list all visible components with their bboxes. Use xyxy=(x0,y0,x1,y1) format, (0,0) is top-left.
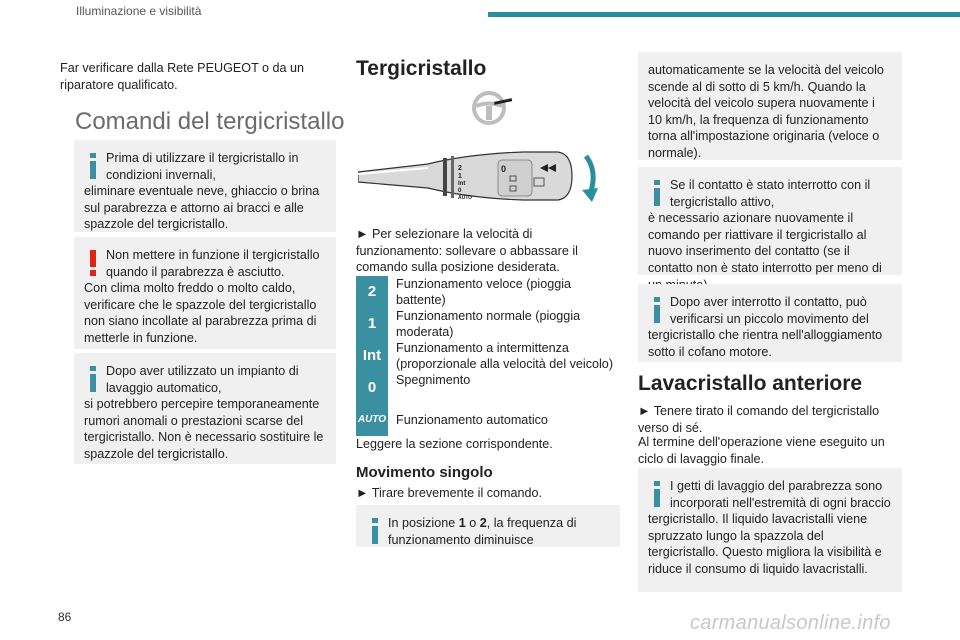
stalk-label-0: 0 xyxy=(458,188,462,194)
mode-int-icon: Int xyxy=(356,340,388,372)
watermark: carmanualsonline.info xyxy=(690,612,891,634)
note-winter-lead: Prima di utilizzare il tergicristallo in condizioni invernali, xyxy=(106,151,299,182)
note-washer-jets-lead: I getti di lavaggio del parabrezza sono incorporati nell'estremità di ogni braccio xyxy=(670,479,891,510)
note-frequency-pos-2: 2 xyxy=(479,516,487,530)
note-frequency-text-1: In posizione xyxy=(388,516,459,530)
steering-wheel-icon xyxy=(470,88,516,128)
warning-dry xyxy=(74,237,336,349)
warning-icon xyxy=(86,249,100,277)
intro-text: Far verificare dalla Rete PEUGEOT o da un riparatore qualificato. xyxy=(60,61,305,92)
single-movement-instruction: ► Tirare brevemente il comando. xyxy=(356,486,543,500)
mode-1-icon: 1 xyxy=(356,308,388,340)
note-contact-interrupted xyxy=(638,167,902,275)
warning-dry-rest: Con clima molto freddo o molto caldo, verificare che le spazzole del tergicristallo non siano incollate al parabrezza prima di metterle in funzione. xyxy=(84,281,317,345)
note-winter-rest: eliminare eventuale neve, ghiaccio o brina sul parabrezza e attorno ai bracci e alle spazzole del tergicristallo. xyxy=(84,184,320,232)
note-frequency xyxy=(356,505,620,547)
heading-single-movement: Movimento singolo xyxy=(356,464,493,481)
note-car-wash-rest: si potrebbero percepire temporaneamente rumori anomali o prestazioni scarse del tergicristallo. Non è necessario sostituire le spazzole del tergicristallo. xyxy=(84,397,324,461)
info-icon xyxy=(650,480,664,508)
note-frequency-continued-text: automaticamente se la velocità del veicolo scende al di sotto di 5 km/h. Quando la velocità del veicolo supera nuovamente i 10 km/h, la frequenza di funzionamento torna all'impostazione originaria (veloce o normale). xyxy=(648,63,884,160)
stalk-label-int: Int xyxy=(458,181,466,187)
section-title: Illuminazione e visibilità xyxy=(76,4,202,18)
info-icon xyxy=(368,517,382,545)
mode-1-label: Funzionamento normale (pioggia moderata) xyxy=(396,309,581,339)
note-frequency-pos-1: 1 xyxy=(458,516,466,530)
read-section-text: Leggere la sezione corrispondente. xyxy=(356,437,553,451)
info-icon xyxy=(86,365,100,393)
note-car-wash-lead: Dopo aver utilizzato un impianto di lavaggio automatico, xyxy=(106,364,299,395)
wiper-stalk-illustration xyxy=(358,142,608,212)
mode-2-icon: 2 xyxy=(356,276,388,308)
heading-wiper: Tergicristallo xyxy=(356,57,487,80)
page-number: 86 xyxy=(58,610,72,624)
mode-0-icon: 0 xyxy=(356,372,388,404)
washer-instruction: ► Tenere tirato il comando del tergicristallo verso di sé. xyxy=(638,404,880,435)
stalk-label-1: 1 xyxy=(458,173,462,180)
note-small-movement xyxy=(638,284,902,362)
note-frequency-text-3: , la frequenza di funzionamento diminuisce xyxy=(388,516,577,547)
info-icon xyxy=(650,296,664,324)
mode-2-label: Funzionamento veloce (pioggia battente) xyxy=(396,277,572,307)
stalk-label-2: 2 xyxy=(458,165,462,172)
note-car-wash xyxy=(74,353,336,464)
mode-int-label: Funzionamento a intermittenza (proporzionale alla velocità del veicolo) xyxy=(396,341,614,371)
note-washer-jets-rest: tergicristallo. Il liquido lavacristalli viene spruzzato lungo la spazzola del tergicristallo. Questo migliora la visibilità e riduce il consumo di liquido lavacristalli. xyxy=(648,512,882,576)
warning-dry-lead: Non mettere in funzione il tergicristallo quando il parabrezza è asciutto. xyxy=(106,248,320,279)
info-icon xyxy=(86,152,100,180)
mode-auto-label: Funzionamento automatico xyxy=(396,413,548,427)
washer-result: Al termine dell'operazione viene eseguito un ciclo di lavaggio finale. xyxy=(638,435,885,466)
svg-text:0: 0 xyxy=(501,164,507,174)
heading-front-washer: Lavacristallo anteriore xyxy=(638,372,863,395)
note-contact-interrupted-rest: è necessario azionare nuovamente il comando per riattivare il tergicristallo al nuovo inserimento del contatto (se il contatto non è stato interrotto per meno di xyxy=(648,211,882,275)
note-small-movement-lead: Dopo aver interrotto il contatto, può verificarsi un piccolo movimento del xyxy=(670,295,869,326)
note-frequency-text-2: o xyxy=(465,516,480,530)
mode-0-label: Spegnimento xyxy=(396,373,471,387)
speed-instruction: ► Per selezionare la velocità di funzionamento: sollevare o abbassare il comando sulla posizione desiderata. xyxy=(356,227,578,275)
note-winter xyxy=(74,140,336,232)
note-frequency-continued xyxy=(638,52,902,160)
mode-auto-icon: AUTO xyxy=(356,404,388,436)
note-contact-interrupted-lead: Se il contatto è stato interrotto con il tergicristallo attivo, xyxy=(670,178,871,209)
info-icon xyxy=(650,179,664,207)
note-small-movement-rest: tergicristallo che rientra nell'alloggiamento sotto il cofano motore. xyxy=(648,328,883,359)
header-rule xyxy=(488,12,960,17)
stalk-label-auto: AUTO xyxy=(458,195,473,201)
note-washer-jets xyxy=(638,468,902,592)
heading-wiper-controls: Comandi del tergicristallo xyxy=(75,108,345,135)
